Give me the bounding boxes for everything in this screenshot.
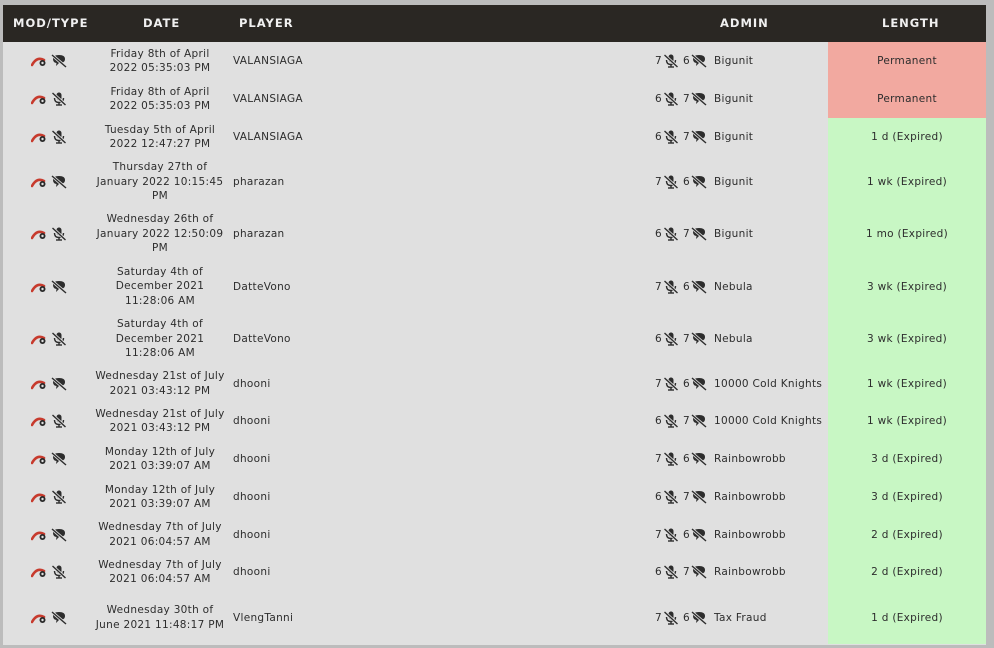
mic-off-icon — [663, 565, 679, 579]
chat-off-icon — [51, 54, 67, 68]
date-text: Friday 8th of April 2022 05:35:03 PM — [109, 85, 211, 112]
table-row[interactable] — [3, 156, 986, 208]
voice-count: 7 — [655, 611, 662, 624]
length-cell — [828, 42, 986, 80]
mod-type-cell — [3, 260, 95, 313]
admin-name: 10000 Cold Knights — [714, 415, 823, 427]
mic-off-icon — [51, 490, 67, 504]
mic-off-icon — [663, 332, 679, 346]
mic-off-icon — [663, 227, 679, 241]
sourcemod-icon — [31, 130, 47, 144]
admin-cell — [655, 440, 827, 478]
header-date: DATE — [143, 16, 181, 30]
length-text: 1 wk (Expired) — [866, 176, 948, 188]
mic-off-icon — [51, 130, 67, 144]
chat-off-icon — [51, 528, 67, 542]
date-cell — [95, 553, 225, 591]
mod-type-cell — [3, 42, 95, 80]
chat-count: 6 — [683, 611, 690, 624]
admin-cell — [655, 208, 827, 260]
date-text: Monday 12th of July 2021 03:39:07 AM — [104, 483, 216, 510]
date-cell — [95, 156, 225, 208]
mod-type-cell — [3, 80, 95, 118]
player-cell — [233, 156, 613, 208]
sourcemod-icon — [31, 414, 47, 428]
admin-name: Nebula — [714, 333, 753, 345]
sourcemod-icon — [31, 452, 47, 466]
voice-count: 6 — [655, 131, 662, 143]
sourcemod-icon — [31, 227, 47, 241]
chat-count: 6 — [683, 55, 690, 67]
admin-name: Rainbowrobb — [714, 566, 786, 578]
date-cell — [95, 42, 225, 80]
player-cell — [233, 478, 613, 516]
player-cell — [233, 365, 613, 402]
sourcemod-icon — [31, 280, 47, 294]
admin-cell — [655, 553, 827, 591]
admin-cell — [655, 365, 827, 402]
player-cell — [233, 80, 613, 118]
date-text: Wednesday 26th of January 2022 12:50:09 PM — [96, 213, 224, 255]
mod-type-cell — [3, 118, 95, 156]
table-row[interactable] — [3, 313, 986, 365]
mic-off-icon — [663, 54, 679, 68]
mic-off-icon — [51, 414, 67, 428]
player-name[interactable]: VALANSIAGA — [233, 55, 303, 67]
length-text: 3 wk (Expired) — [866, 280, 948, 293]
date-cell — [95, 208, 225, 260]
date-cell — [95, 118, 225, 156]
date-cell — [95, 80, 225, 118]
admin-cell — [655, 260, 827, 313]
player-cell — [233, 260, 613, 313]
table-row[interactable] — [3, 478, 986, 516]
chat-off-icon — [691, 452, 707, 466]
admin-name: Nebula — [714, 280, 753, 293]
table-body — [3, 42, 986, 644]
mod-type-cell — [3, 553, 95, 591]
length-cell — [828, 440, 986, 478]
player-cell — [233, 118, 613, 156]
header-admin: ADMIN — [720, 16, 769, 30]
mic-off-icon — [663, 414, 679, 428]
mic-off-icon — [663, 130, 679, 144]
chat-off-icon — [691, 414, 707, 428]
admin-cell — [655, 478, 827, 516]
mod-type-cell — [3, 440, 95, 478]
chat-off-icon — [51, 280, 67, 294]
voice-count: 6 — [655, 491, 662, 503]
date-cell — [95, 365, 225, 402]
player-name[interactable]: VALANSIAGA — [233, 131, 303, 143]
admin-cell — [655, 402, 827, 440]
chat-count: 6 — [683, 176, 690, 188]
date-cell — [95, 402, 225, 440]
chat-count: 7 — [683, 131, 690, 143]
voice-count: 7 — [655, 528, 662, 541]
length-cell — [828, 402, 986, 440]
player-cell — [233, 313, 613, 365]
date-text: Wednesday 7th of July 2021 06:04:57 AM — [98, 558, 222, 585]
length-text: 2 d (Expired) — [871, 528, 943, 541]
length-text: 1 d (Expired) — [871, 611, 943, 624]
date-text: Thursday 27th of January 2022 10:15:45 PM — [96, 161, 224, 203]
mic-off-icon — [663, 175, 679, 189]
chat-off-icon — [51, 175, 67, 189]
mod-type-cell — [3, 313, 95, 365]
length-cell — [828, 313, 986, 365]
table-row[interactable] — [3, 440, 986, 478]
length-cell — [828, 156, 986, 208]
length-text: 2 d (Expired) — [871, 566, 943, 578]
chat-count: 7 — [683, 415, 690, 427]
length-cell — [828, 553, 986, 591]
length-text: 1 mo (Expired) — [865, 228, 949, 240]
chat-count: 7 — [683, 93, 690, 105]
length-text: 1 wk (Expired) — [866, 415, 948, 427]
voice-count: 7 — [655, 453, 662, 465]
mic-off-icon — [663, 280, 679, 294]
chat-off-icon — [691, 377, 707, 391]
sourcemod-icon — [31, 377, 47, 391]
mic-off-icon — [51, 332, 67, 346]
length-text: 1 d (Expired) — [871, 131, 943, 143]
date-cell — [95, 440, 225, 478]
player-name[interactable]: VALANSIAGA — [233, 93, 303, 105]
voice-count: 6 — [655, 333, 662, 345]
chat-count: 6 — [683, 377, 690, 390]
date-text: Saturday 4th of December 2021 11:28:06 AM — [115, 318, 205, 360]
player-cell — [233, 402, 613, 440]
date-text: Wednesday 30th of June 2021 11:48:17 PM — [95, 604, 225, 631]
length-cell — [828, 80, 986, 118]
date-text: Wednesday 21st of July 2021 03:43:12 PM — [95, 407, 225, 434]
length-cell — [828, 478, 986, 516]
mod-type-cell — [3, 478, 95, 516]
player-cell — [233, 440, 613, 478]
chat-count: 7 — [683, 333, 690, 345]
date-cell — [95, 260, 225, 313]
player-name[interactable]: dhooni — [233, 415, 271, 427]
chat-count: 6 — [683, 528, 690, 541]
chat-off-icon — [691, 332, 707, 346]
header-player: PLAYER — [239, 16, 294, 30]
voice-count: 7 — [655, 280, 662, 293]
player-name[interactable]: dhooni — [233, 566, 271, 578]
length-text: Permanent — [877, 93, 937, 105]
sourcemod-icon — [31, 92, 47, 106]
chat-off-icon — [691, 611, 707, 625]
table-header — [3, 5, 986, 42]
length-cell — [828, 365, 986, 402]
voice-count: 7 — [655, 377, 662, 390]
player-name[interactable]: pharazan — [233, 176, 285, 188]
table-row[interactable] — [3, 553, 986, 591]
length-text: Permanent — [877, 55, 937, 67]
date-text: Tuesday 5th of April 2022 12:47:27 PM — [104, 123, 216, 150]
mic-off-icon — [51, 565, 67, 579]
chat-off-icon — [691, 280, 707, 294]
admin-name: 10000 Cold Knights — [714, 377, 823, 390]
chat-off-icon — [51, 611, 67, 625]
admin-cell — [655, 313, 827, 365]
mod-type-cell — [3, 156, 95, 208]
length-cell — [828, 208, 986, 260]
admin-name: Bigunit — [714, 93, 754, 105]
mic-off-icon — [51, 92, 67, 106]
chat-count: 6 — [683, 453, 690, 465]
voice-count: 7 — [655, 55, 662, 67]
chat-count: 7 — [683, 566, 690, 578]
chat-off-icon — [691, 175, 707, 189]
chat-off-icon — [691, 565, 707, 579]
player-name[interactable]: dhooni — [233, 453, 271, 465]
date-cell — [95, 591, 225, 644]
player-name[interactable]: pharazan — [233, 228, 285, 240]
table-row[interactable] — [3, 42, 986, 80]
mod-type-cell — [3, 591, 95, 644]
player-cell — [233, 42, 613, 80]
admin-cell — [655, 591, 827, 644]
chat-off-icon — [691, 92, 707, 106]
date-cell — [95, 478, 225, 516]
date-cell — [95, 313, 225, 365]
date-text: Wednesday 21st of July 2021 03:43:12 PM — [95, 370, 225, 397]
chat-off-icon — [691, 54, 707, 68]
mic-off-icon — [663, 452, 679, 466]
chat-off-icon — [691, 490, 707, 504]
comms-table — [3, 5, 986, 645]
length-cell — [828, 516, 986, 553]
sourcemod-icon — [31, 175, 47, 189]
mic-off-icon — [663, 490, 679, 504]
player-cell — [233, 516, 613, 553]
table-row[interactable] — [3, 516, 986, 553]
admin-name: Bigunit — [714, 55, 754, 67]
voice-count: 7 — [655, 176, 662, 188]
length-cell — [828, 260, 986, 313]
mod-type-cell — [3, 208, 95, 260]
player-cell — [233, 208, 613, 260]
table-row[interactable] — [3, 402, 986, 440]
player-cell — [233, 591, 613, 644]
player-name[interactable]: VlengTanni — [233, 611, 294, 624]
mod-type-cell — [3, 402, 95, 440]
mic-off-icon — [663, 92, 679, 106]
sourcemod-icon — [31, 332, 47, 346]
admin-cell — [655, 156, 827, 208]
header-mod-type: MOD/TYPE — [13, 16, 89, 30]
mic-off-icon — [663, 528, 679, 542]
admin-name: Bigunit — [714, 228, 754, 240]
chat-off-icon — [691, 130, 707, 144]
date-text: Monday 12th of July 2021 03:39:07 AM — [104, 445, 216, 472]
date-text: Friday 8th of April 2022 05:35:03 PM — [109, 47, 211, 74]
chat-off-icon — [51, 377, 67, 391]
admin-name: Bigunit — [714, 176, 754, 188]
chat-off-icon — [51, 452, 67, 466]
voice-count: 6 — [655, 228, 662, 240]
admin-cell — [655, 42, 827, 80]
mic-off-icon — [663, 377, 679, 391]
table-row[interactable] — [3, 118, 986, 156]
admin-cell — [655, 516, 827, 553]
length-cell — [828, 118, 986, 156]
mic-off-icon — [51, 227, 67, 241]
table-row[interactable] — [3, 80, 986, 118]
admin-name: Rainbowrobb — [714, 491, 786, 503]
player-name[interactable]: DatteVono — [233, 333, 291, 345]
player-name[interactable]: dhooni — [233, 528, 271, 541]
admin-cell — [655, 118, 827, 156]
player-name[interactable]: DatteVono — [233, 280, 291, 293]
player-name[interactable]: dhooni — [233, 377, 271, 390]
date-cell — [95, 516, 225, 553]
mod-type-cell — [3, 516, 95, 553]
sourcemod-icon — [31, 565, 47, 579]
voice-count: 6 — [655, 415, 662, 427]
admin-name: Bigunit — [714, 131, 754, 143]
voice-count: 6 — [655, 566, 662, 578]
table-row[interactable] — [3, 365, 986, 402]
length-cell — [828, 591, 986, 644]
table-row[interactable] — [3, 208, 986, 260]
player-cell — [233, 553, 613, 591]
sourcemod-icon — [31, 611, 47, 625]
sourcemod-icon — [31, 528, 47, 542]
table-row[interactable] — [3, 591, 986, 644]
sourcemod-icon — [31, 490, 47, 504]
chat-off-icon — [691, 227, 707, 241]
sourcemod-icon — [31, 54, 47, 68]
mod-type-cell — [3, 365, 95, 402]
date-text: Saturday 4th of December 2021 11:28:06 AM — [115, 265, 205, 307]
voice-count: 6 — [655, 93, 662, 105]
mic-off-icon — [663, 611, 679, 625]
length-text: 3 d (Expired) — [871, 491, 943, 503]
chat-off-icon — [691, 528, 707, 542]
admin-name: Rainbowrobb — [714, 453, 786, 465]
length-text: 1 wk (Expired) — [866, 377, 948, 390]
date-text: Wednesday 7th of July 2021 06:04:57 AM — [98, 521, 222, 548]
player-name[interactable]: dhooni — [233, 491, 271, 503]
length-text: 3 d (Expired) — [871, 453, 943, 465]
admin-name: Tax Fraud — [714, 611, 767, 624]
chat-count: 7 — [683, 228, 690, 240]
admin-name: Rainbowrobb — [714, 528, 786, 541]
admin-cell — [655, 80, 827, 118]
table-row[interactable] — [3, 260, 986, 313]
chat-count: 7 — [683, 491, 690, 503]
length-text: 3 wk (Expired) — [866, 333, 948, 345]
header-length: LENGTH — [882, 16, 940, 30]
chat-count: 6 — [683, 280, 690, 293]
